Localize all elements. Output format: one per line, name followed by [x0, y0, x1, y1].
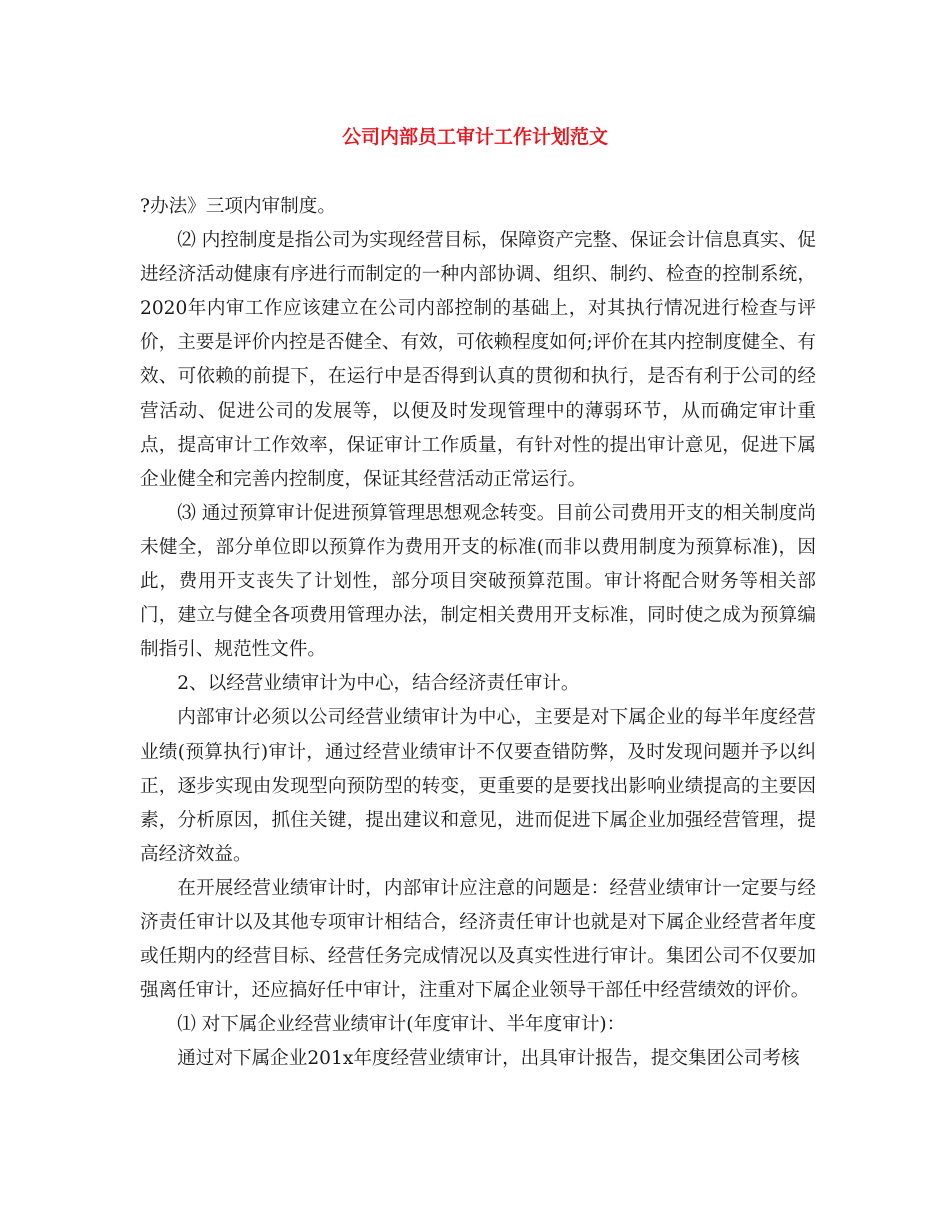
paragraph-subsidiary-audit-heading: ⑴ 对下属企业经营业绩审计(年度审计、半年度审计)：: [177, 1014, 626, 1036]
paragraph-internal-control: ⑵ 内控制度是指公司为实现经营目标，保障资产完整、保证会计信息真实、促进经济活动健康有序进行而制定的一种内部协调、组织、制约、检查的控制系统，2020年内审工作应该建立在公司内部控制的基础上，对其执行情况进行检查与评价，主要是评价内控是否健全、有效，可依赖程度如何;评价在其内控制度健全、有效、可依赖的前提下，在运行中是否得到认真的贯彻和执行，是否有利于公司的经营活动、促进公司的发展等，以便及时发现管理中的薄弱环节，从而确定审计重点，提高审计工作效率，保证审计工作质量，有针对性的提出审计意见，促进下属企业健全和完善内控制度，保证其经营活动正常运行。: [140, 230, 816, 490]
paragraph-responsibility-audit: 在开展经营业绩审计时，内部审计应注意的问题是：经营业绩审计一定要与经济责任审计以及其他专项审计相结合，经济责任审计也就是对下属企业经营者年度或任期内的经营目标、经营任务完成情况以及真实性进行审计。集团公司不仅要加强离任审计，还应搞好任中审计，注重对下属企业领导干部任中经营绩效的评价。: [140, 877, 816, 1002]
paragraph-performance-audit: 内部审计必须以公司经营业绩审计为中心，主要是对下属企业的每半年度经营业绩(预算执行)审计，通过经营业绩审计不仅要查错防弊，及时发现问题并予以纠正，逐步实现由发现型向预防型的转变，更重要的是要找出影响业绩提高的主要因素，分析原因，抓住关键，提出建议和意见，进而促进下属企业加强经营管理，提高经济效益。: [140, 707, 816, 865]
paragraph-continuation: ?办法》三项内审制度。: [140, 196, 336, 217]
paragraph-budget-audit: ⑶ 通过预算审计促进预算管理思想观念转变。目前公司费用开支的相关制度尚未健全，部分单位即以预算作为费用开支的标准(而非以费用制度为预算标准)，因此，费用开支丧失了计划性，部分项目突破预算范围。审计将配合财务等相关部门，建立与健全各项费用管理办法，制定相关费用开支标准，同时使之成为预算编制指引、规范性文件。: [140, 502, 816, 661]
document-body: [140, 190, 816, 1076]
document-title: 公司内部员工审计工作计划范文: [341, 126, 608, 148]
paragraph-subsidiary-audit: 通过对下属企业201x年度经营业绩审计，出具审计报告，提交集团公司考核: [177, 1048, 800, 1070]
section-heading-performance-audit: 2、以经营业绩审计为中心，结合经济责任审计。: [177, 673, 580, 695]
